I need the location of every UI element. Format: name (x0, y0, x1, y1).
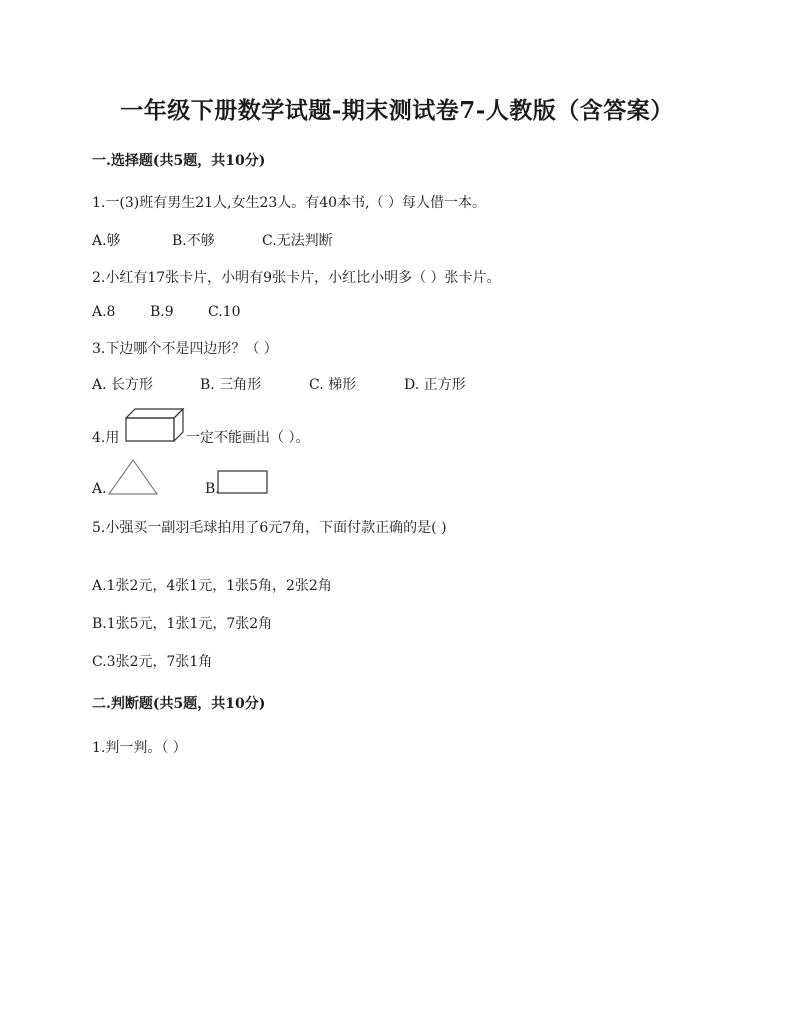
question-5-option-b: B.1张5元，1张1元，7张2角 (92, 616, 273, 632)
option-c: C.10 (208, 304, 241, 320)
section-heading-choice: 一.选择题(共5题，共10分) (92, 153, 266, 169)
triangle-icon (107, 458, 159, 496)
question-5: 5.小强买一副羽毛球拍用了6元7角，下面付款正确的是( ) (92, 520, 447, 536)
option-a: A.8 (92, 304, 116, 320)
option-b: B. 三角形 (200, 377, 262, 393)
question-3: 3.下边哪个不是四边形？（ ） (92, 341, 278, 357)
option-a: A. (92, 481, 107, 497)
question-2: 2.小红有17张卡片，小明有9张卡片，小红比小明多（ ）张卡片。 (92, 270, 501, 286)
judgment-question-1: 1.判一判。（ ） (92, 740, 187, 756)
question-5-option-c: C.3张2元，7张1角 (92, 654, 213, 670)
option-c: C.无法判断 (262, 233, 333, 249)
question-5-option-a: A.1张2元，4张1元，1张5角，2张2角 (92, 578, 332, 594)
question-4-suffix: 一定不能画出（ ）。 (186, 430, 310, 446)
question-4-prefix: 4.用 (92, 430, 120, 446)
option-c: C. 梯形 (309, 377, 357, 393)
option-a: A. 长方形 (92, 377, 154, 393)
cuboid-icon (125, 408, 185, 442)
option-b: B.不够 (172, 233, 215, 249)
section-heading-judgment: 二.判断题(共5题，共10分) (92, 696, 266, 712)
option-b: B. (205, 481, 220, 497)
question-4 (92, 427, 119, 447)
option-a: A.够 (92, 233, 121, 249)
question-1: 1.一(3)班有男生21人,女生23人。有40本书,（ ）每人借一本。 (92, 195, 486, 211)
option-d: D. 正方形 (404, 377, 466, 393)
option-b: B.9 (150, 304, 174, 320)
page-title: 一年级下册数学试题-期末测试卷7-人教版（含答案） (120, 97, 674, 124)
rectangle-icon (217, 470, 269, 496)
